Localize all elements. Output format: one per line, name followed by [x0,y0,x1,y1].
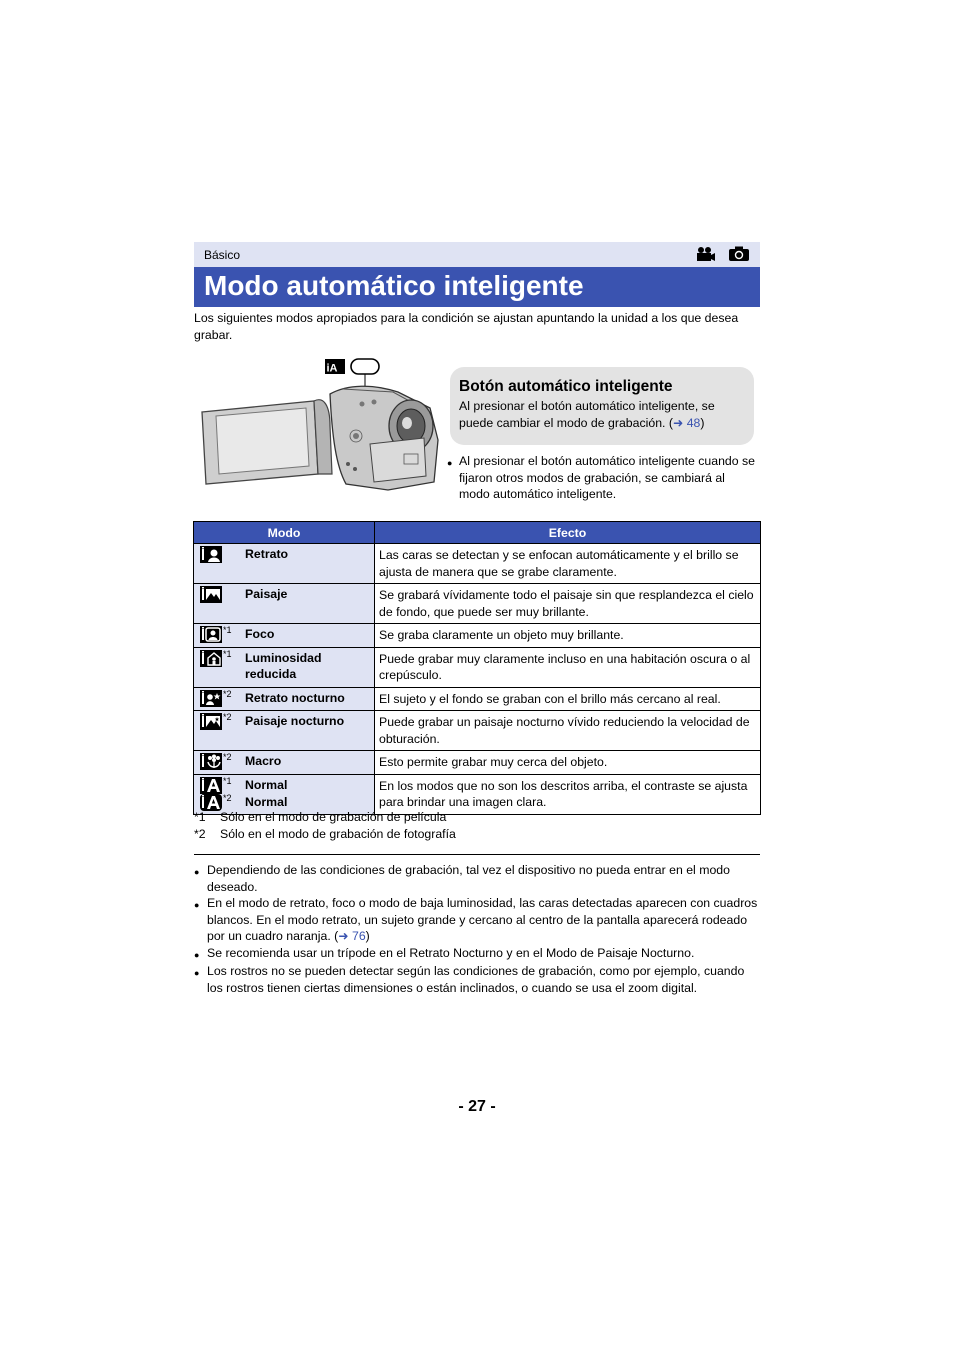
footnote-text: Sólo en el modo de grabación de fotografía [220,826,456,841]
photo-camera-icon [728,246,750,262]
list-item-text: Dependiendo de las condiciones de grabación, tal vez el dispositivo no pueda entrar en el modo deseado. [207,863,730,894]
mode-superscript: *1 [223,775,232,786]
table-row [194,711,761,751]
mode-cell [194,774,375,814]
table-row [194,544,761,584]
effect-cell: Se graba claramente un objeto muy brillante. [375,624,761,648]
mode-superscript: *2 [223,688,232,699]
night-portrait-icon [200,690,222,707]
spotlight-icon [200,626,222,643]
list-item [194,945,760,964]
mode-cell [194,544,375,584]
ia-icon-label: iA [326,362,338,375]
mode-name: Luminosidad reducida [245,650,322,681]
mode-superscript: *2 [223,712,232,722]
arrow-icon: ➜ [672,415,684,430]
mode-superscript: *2 [223,752,232,762]
effect-cell: El sujeto y el fondo se graban con el brillo más cercano al real. [375,687,761,711]
mode-cell [194,584,375,624]
page-number: - 27 - [458,1098,496,1115]
table-row [194,751,761,775]
mode-name: Paisaje [245,587,288,601]
portrait-icon [200,546,222,563]
footnotes [194,809,456,842]
mode-name: Retrato nocturno [245,690,345,705]
mode-cell [194,751,375,775]
mode-cell [194,711,375,751]
camcorder-illustration [198,356,443,494]
mode-superscript: *2 [223,792,232,803]
effect-cell: Las caras se detectan y se enfocan automáticamente y el brillo se ajusta de manera que se grabe claramente. [375,544,761,584]
mode-cell [194,647,375,687]
header-effect: Efecto [375,522,761,544]
list-item-text: Se recomienda usar un trípode en el Retrato Nocturno y en el Modo de Paisaje Nocturno. [207,945,695,960]
list-item [194,963,760,996]
effect-cell: En los modos que no son los descritos arriba, el contraste se ajusta para brindar una imagen clara. [375,774,761,814]
low-light-icon [200,650,222,667]
page-link-76[interactable]: 76 [351,929,366,943]
table-row [194,774,761,814]
mode-name: Retrato [245,547,289,561]
page-title: Modo automático inteligente [204,270,584,301]
effect-cell: Puede grabar un paisaje nocturno vívido reduciendo la velocidad de obturación. [375,711,761,751]
table-row [194,647,761,687]
night-scenery-icon [200,713,222,730]
bullet-icon: ● [194,968,200,978]
bullet-icon: ● [447,458,453,468]
effect-cell: Se grabará vívidamente todo el paisaje sin que resplandezca el cielo de fondo, que puede ser muy brillante. [375,584,761,624]
mode-superscript: *1 [223,625,232,635]
mode-cell [194,624,375,648]
movie-camera-icon [696,246,716,262]
button-info-text [459,398,749,431]
header-icons [696,246,750,262]
effect-cell: Puede grabar muy claramente incluso en una habitación oscura o al crepúsculo. [375,647,761,687]
footnote-key: *2 [194,826,206,841]
scenery-icon [200,586,222,603]
ia-photo-icon [200,794,222,811]
list-item-body: En el modo de retrato, foco o modo de baja luminosidad, las caras detectadas aparecen con cuadros blancos. En el modo retrato, un sujeto grande y cercano al centro de la pantalla aparecerá rodeado por un cuadro naranja. ( [207,896,758,943]
side-note [447,453,757,503]
button-info-body: Al presionar el botón automático inteligente, se puede cambiar el modo de grabación. ( [459,399,715,430]
table-row [194,624,761,648]
header-mode: Modo [194,522,375,544]
notes-list [194,862,760,996]
modes-table [193,521,761,815]
effect-cell: Esto permite grabar muy cerca del objeto. [375,751,761,775]
mode-cell [194,687,375,711]
side-note-text: Al presionar el botón automático inteligente cuando se fijaron otros modos de grabación, se cambiará al modo automático inteligente. [459,454,756,501]
footnote [194,809,456,826]
table-header-row [194,522,761,544]
button-info-title: Botón automático inteligente [459,378,673,395]
mode-name: Foco [245,627,275,641]
arrow-icon: ➜ [338,929,349,943]
paren-close: ) [365,929,370,943]
bullet-icon: ● [194,867,200,877]
divider [194,854,760,855]
bullet-icon: ● [194,949,200,960]
bullet-icon: ● [194,900,200,910]
footnote-key: *1 [194,810,206,824]
table-row [194,584,761,624]
intro-text: Los siguientes modos apropiados para la condición se ajustan apuntando la unidad a los que desea grabar. [194,311,739,342]
ia-movie-icon [200,777,222,794]
page-link-48[interactable]: 48 [686,415,701,430]
mode-superscript: *1 [223,648,232,659]
footnote [194,826,456,843]
footnote-text: Sólo en el modo de grabación de película [220,810,447,824]
paren-close: ) [700,415,705,430]
mode-name: Normal [245,794,288,809]
list-item-text: Los rostros no se pueden detectar según las condiciones de grabación, como por ejemplo, cuando los rostros tienen ciertas dimensiones o están inclinados, o cuando se usa el zoom digital. [207,964,745,995]
list-item-text [207,895,760,945]
list-item [194,862,760,895]
table-row [194,687,761,711]
mode-name: Normal [245,777,288,792]
section-label: Básico [204,248,241,262]
mode-name: Paisaje nocturno [245,714,345,728]
mode-name: Macro [245,754,282,768]
list-item [194,895,760,945]
macro-icon [200,753,222,770]
section-header-bar [194,242,760,267]
